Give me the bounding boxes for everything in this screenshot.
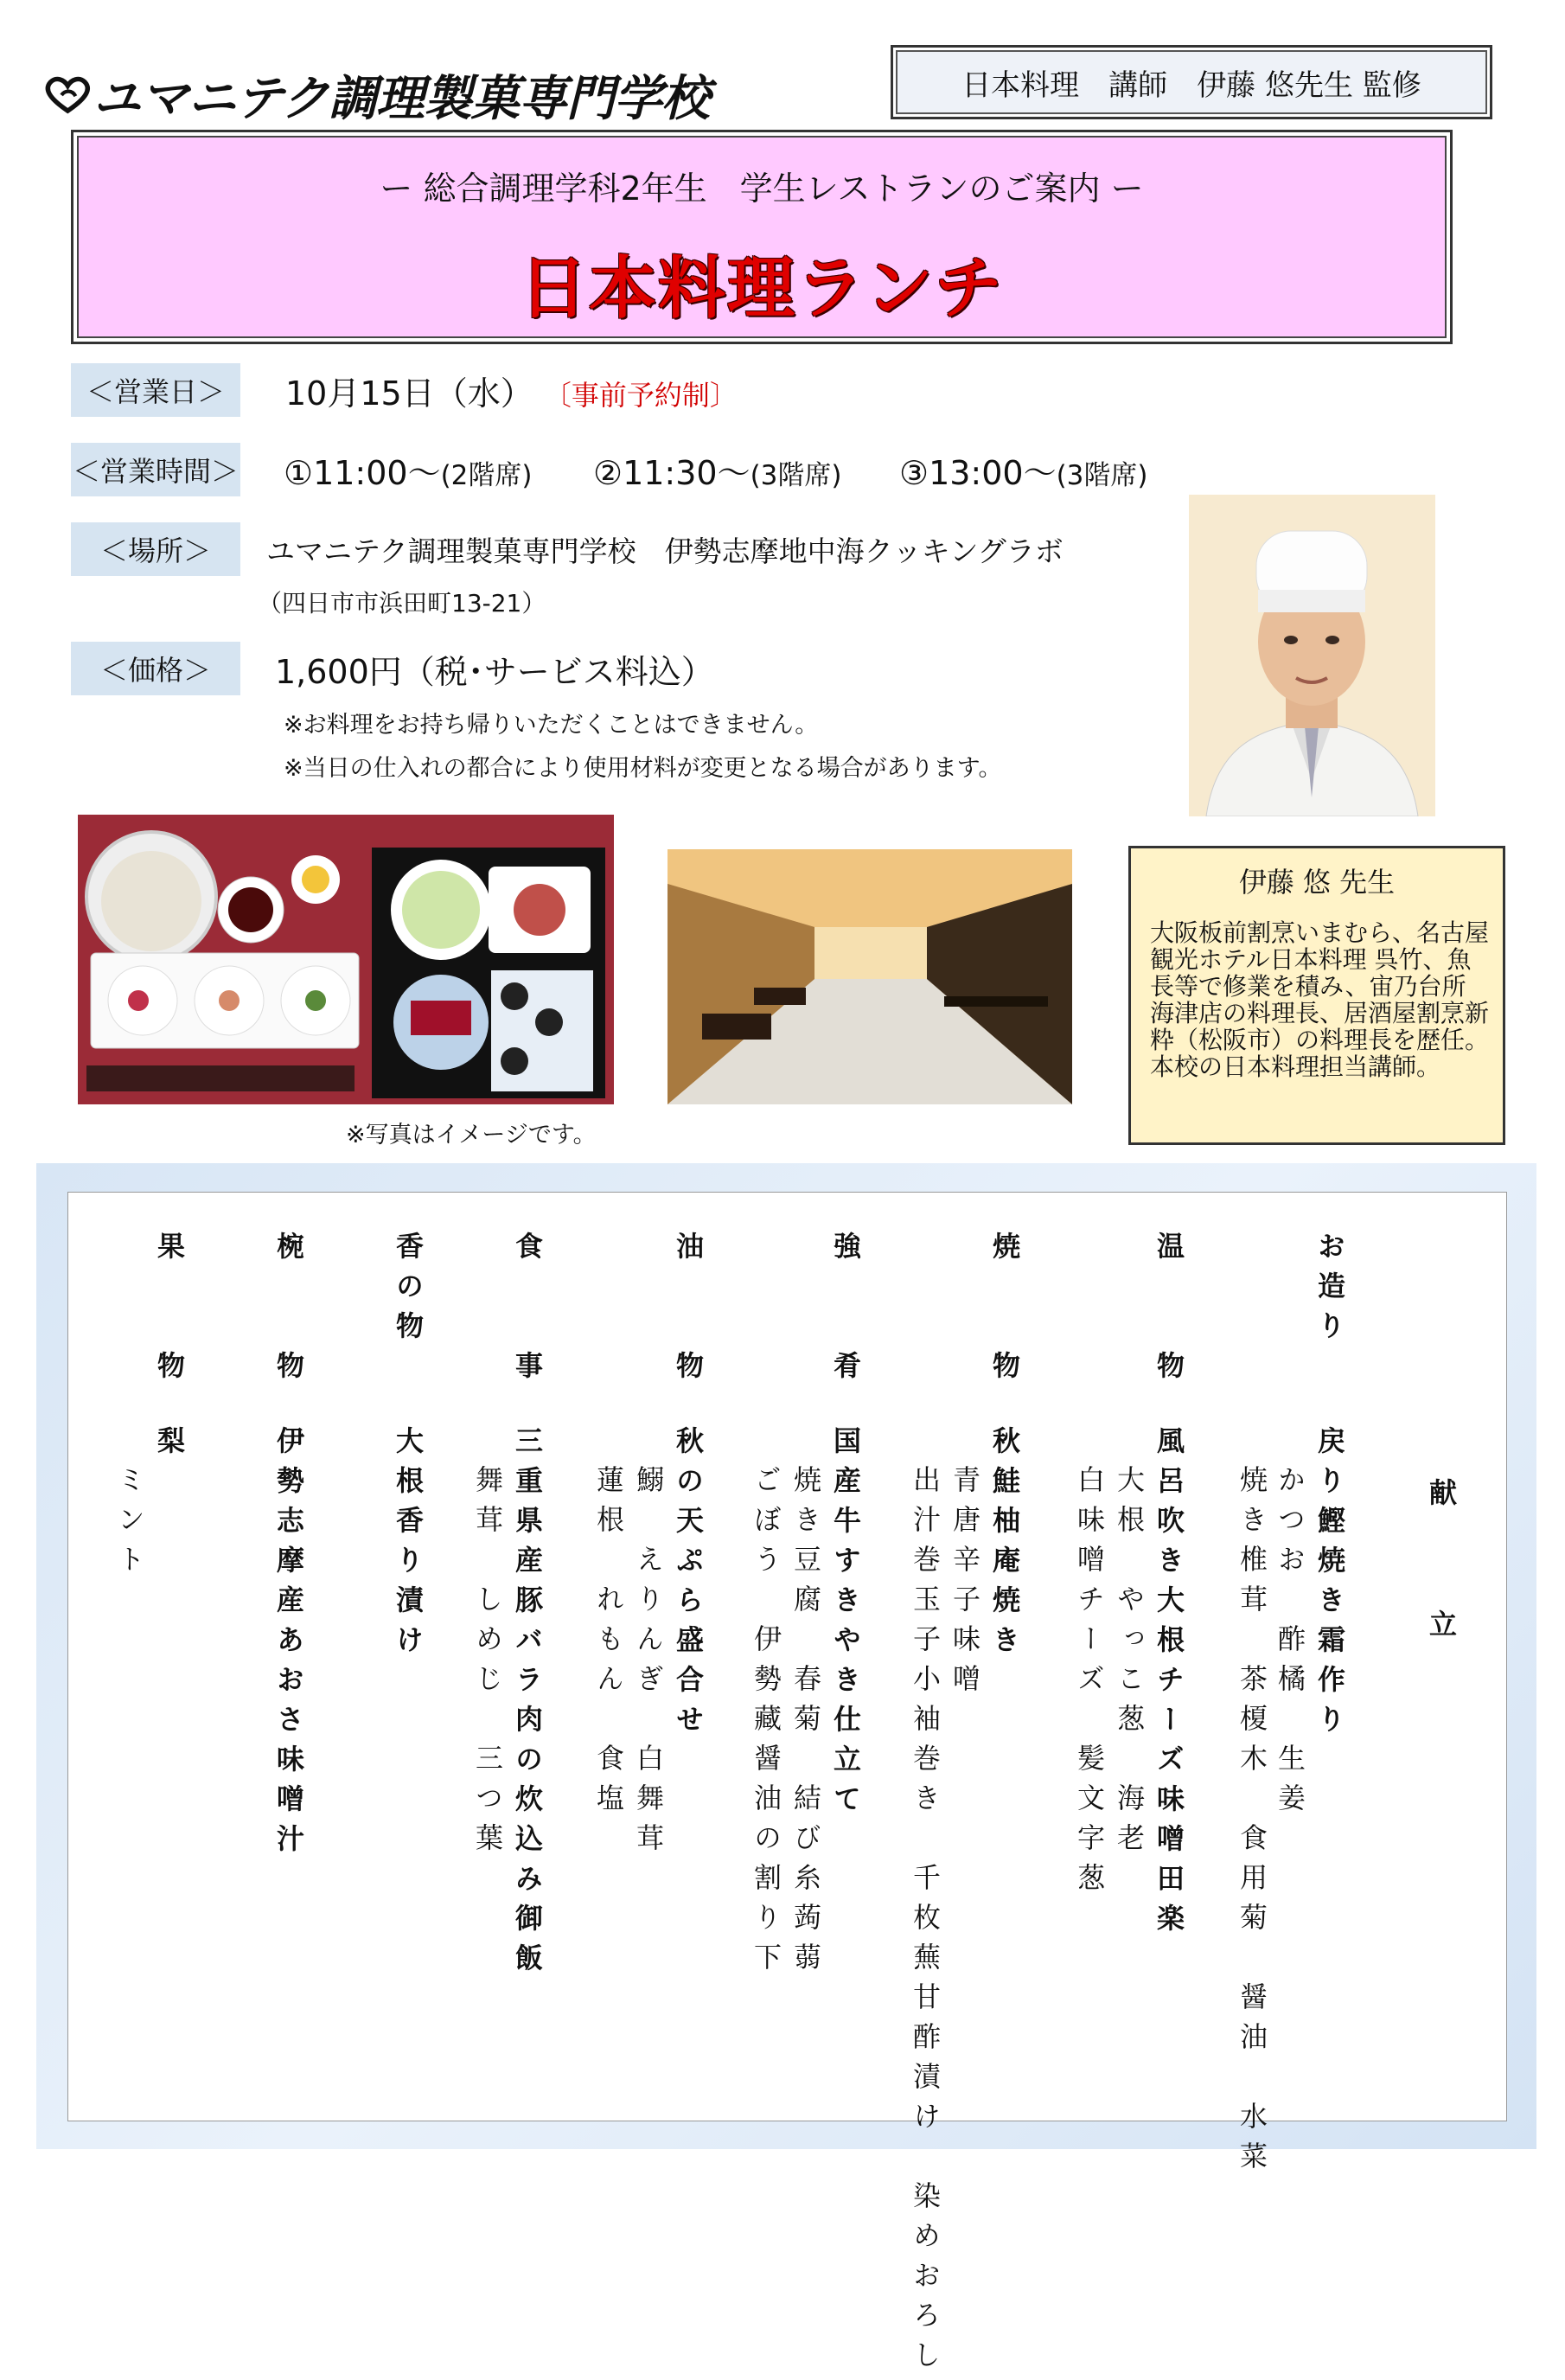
course-category: お造り [1313,1232,1346,1351]
time-slot-seat: (3階席) [1056,460,1148,491]
time-label: ＜営業時間＞ [71,443,240,496]
course-dish: 国産牛すきやき仕立て [829,1426,862,1824]
place-label: ＜場所＞ [71,522,240,576]
course-dish: 秋の天ぷら盛合せ [672,1426,705,1744]
price-label: ＜価格＞ [71,642,240,695]
course-detail: 蓮根 れもん 食塩 [592,1465,625,1823]
restaurant-photo [668,849,1072,1104]
chef-name: 伊藤 悠 先生 [1238,866,1396,899]
header-subtitle: ー 総合調理学科2年生 学生レストランのご案内 ー [380,170,1144,208]
time-slot-time: ③13:00～ [899,454,1057,492]
date-label: ＜営業日＞ [71,363,240,417]
supervision-box: 日本料理 講師 伊藤 悠先生 監修 [891,45,1492,119]
course-detail: 白味噌チーズ 髪文字葱 [1073,1465,1106,1903]
time-slot-seat: (3階席) [750,460,842,491]
place-value: ユマニテク調理製菓専門学校 伊勢志摩地中海クッキングラボ [266,534,1064,568]
course-dish: 戻り鰹焼き霜作り [1313,1426,1346,1744]
page-title: 日本料理ランチ [519,250,1004,328]
course-category: 食 事 [511,1232,544,1391]
time-slot-3 [899,446,1148,494]
time-slot-time: ②11:30～ [593,454,751,492]
course-dish: 梨 [153,1426,186,1466]
course-detail: 大根 やっこ葱 海老 [1113,1465,1146,1863]
course-detail: ミント [113,1465,146,1584]
time-slot-1 [284,446,533,494]
course-category: 椀 物 [272,1232,305,1391]
header-banner [71,130,1453,344]
heart-logo-icon [43,61,93,130]
chef-bio: 大阪板前割烹いまむら、名古屋観光ホテル日本料理 呉竹、魚長等で修業を積み、宙乃台所 海津店の料理長、居酒屋割烹新粋（松阪市）の料理長を歴任。本校の日本料理担当講師。 [1150,918,1490,1081]
school-logo [43,61,709,130]
course-detail: 舞茸 しめじ 三つ葉 [471,1465,504,1863]
course-category: 香の物 [392,1232,425,1351]
menu-title: 献 立 [1425,1478,1458,1675]
menu-card [67,1192,1507,2380]
course-detail: 焼き椎茸 茶榎木 食用菊 醤油 水菜 [1236,1465,1268,2181]
course-detail: かつお 酢橘 生姜 [1274,1465,1306,1823]
course-category: 温 物 [1153,1232,1185,1391]
price-value: 1,600円（税･サービス料込） [275,653,714,691]
time-slot-time: ①11:00～ [284,454,441,492]
course-detail: 焼き豆腐 春菊 結び糸蒟蒻 [789,1465,822,1982]
course-category: 焼 物 [988,1232,1021,1391]
course-detail: 鰯 えりんぎ 白舞茸 [632,1465,665,1863]
course-detail: 出汁巻玉子小袖巻き 千枚蕪甘酢漬け 染めおろし [909,1465,942,2380]
photo-caption: ※写真はイメージです。 [346,1122,597,1148]
course-category: 強 肴 [829,1232,862,1391]
course-dish: 伊勢志摩産あおさ味噌汁 [272,1426,305,1864]
course-detail: 青唐辛子味噌 [949,1465,981,1704]
school-name: ユマニテク調理製菓専門学校 [93,71,709,127]
time-slot-2 [593,446,842,494]
date-value: 10月15日（水） [285,374,533,413]
course-detail: ごぼう 伊勢藏醤油の割り下 [750,1465,782,1982]
course-dish: 三重県産豚バラ肉の炊込み御飯 [511,1426,544,1983]
date-row [285,367,738,414]
note-takeout: ※お料理をお持ち帰りいただくことはできません。 [284,712,819,739]
course-dish: 大根香り漬け [392,1426,425,1665]
chef-profile [1128,846,1505,1145]
bento-photo [78,815,614,1104]
course-category: 油 物 [672,1232,705,1391]
time-slot-seat: (2階席) [440,460,533,491]
reservation-note: 〔事前予約制〕 [543,379,738,412]
address: （四日市市浜田町13-21） [258,589,546,617]
note-ingredients: ※当日の仕入れの都合により使用材料が変更となる場合があります。 [284,755,1002,782]
course-category: 果 物 [153,1232,186,1391]
chef-photo [1189,495,1435,816]
course-dish: 秋鮭柚庵焼き [988,1426,1021,1665]
course-dish: 風呂吹き大根チーズ味噌田楽 [1153,1426,1185,1943]
